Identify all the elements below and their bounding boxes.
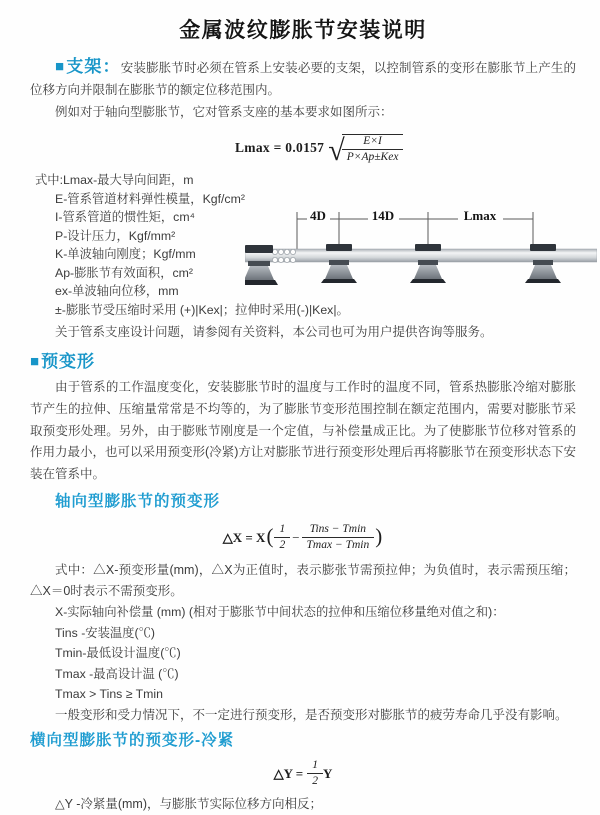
dim-label-14d: 14D bbox=[371, 208, 395, 223]
definition-line: ±-膨胀节受压缩时采用 (+)|Kex|；拉伸时采用(-)|Kex|。 bbox=[55, 302, 349, 317]
support-intro-text: 安装膨胀节时必须在管系上安装必要的支架，以控制管系的变形在膨胀节上产生的位移方向并限制在膨胀节的额定位移范围内。 bbox=[30, 61, 577, 97]
axial-explain-text: 式中：△X-预变形量(mm)，△X为正值时，表示膨张节需预拉伸；为负值时，表示需预压缩；△X＝0时表示不需预变形。 bbox=[30, 562, 576, 598]
half-denominator: 2 bbox=[279, 539, 286, 552]
guide-support bbox=[525, 244, 561, 283]
blue-square-icon: ■ bbox=[30, 353, 41, 370]
lmax-formula: Lmax = 0.0157 √ $\frac{E\times I}{\text{P×Ap±Kex}}$ bbox=[235, 129, 576, 167]
definition-line: E-管系管道材料弹性模量，Kgf/cm² bbox=[55, 191, 245, 206]
lateral-formula-rhs: Y bbox=[322, 765, 333, 781]
minus-operator: − bbox=[292, 529, 300, 545]
support-section-heading bbox=[55, 57, 121, 76]
temp-numerator: Tins − Tmin bbox=[302, 523, 375, 538]
lmax-denominator: P×Ap±Kex bbox=[346, 151, 399, 163]
support-example-text: 例如对于轴向型膨胀节，它对管系支座的基本要求如图所示： bbox=[55, 105, 393, 119]
definitions-and-diagram bbox=[30, 171, 576, 321]
half-numerator: 1 bbox=[274, 523, 290, 538]
definition-line: 式中:Lmax-最大导向间距，m bbox=[35, 173, 194, 187]
axial-formula-lhs: △X = X bbox=[222, 529, 266, 545]
axial-formula bbox=[30, 520, 576, 556]
page-title: 金属波纹膨胀节安装说明 bbox=[179, 19, 427, 42]
half-fraction bbox=[274, 523, 290, 552]
axial-item: X-实际轴向补偿量 (mm) (相对于膨胀节中间状态的拉伸和压缩位移量绝对值之和)： bbox=[55, 604, 505, 619]
lateral-formula bbox=[30, 759, 576, 789]
axial-note-text: 一般变形和受力情况下，不一定进行预变形，是否预变形对膨胀节的疲劳寿命几乎没有影响。 bbox=[55, 707, 568, 722]
temp-denominator: Tmax − Tmin bbox=[306, 539, 370, 552]
lmax-formula-fraction bbox=[342, 134, 404, 164]
definition-line: ex-单波轴向位移，mm bbox=[55, 284, 179, 298]
close-paren: ) bbox=[375, 524, 383, 549]
lmax-formula-lhs: Lmax = 0.0157 bbox=[235, 140, 325, 155]
lateral-numerator: 1 bbox=[307, 759, 323, 774]
definition-line: K-单波轴向刚度；Kgf/mm bbox=[55, 247, 196, 261]
predeform-section-heading bbox=[30, 350, 576, 375]
axial-items bbox=[30, 602, 576, 705]
axial-item: Tmax > Tins ≥ Tmin bbox=[55, 687, 163, 702]
axial-item: Tmax -最高设计温 (℃) bbox=[55, 666, 179, 681]
predeform-heading-label: 预变形 bbox=[41, 352, 96, 371]
dim-label-4d: 4D bbox=[310, 208, 326, 223]
definition-line: P-设计压力，Kgf/mm² bbox=[55, 228, 176, 243]
lateral-half-fraction bbox=[307, 759, 323, 788]
support-note-text: 关于管系支座设计问题，请参阅有关资料，本公司也可为用户提供咨询等服务。 bbox=[55, 325, 493, 339]
axial-item: Tins -安装温度(℃) bbox=[55, 625, 155, 640]
dim-label-lmax: Lmax bbox=[463, 208, 497, 223]
lateral-note-text: △Y -冷紧量(mm)，与膨胀节实际位移方向相反； bbox=[55, 796, 323, 811]
axial-item: Tmin-最低设计温度(℃) bbox=[55, 646, 181, 661]
support-intro-paragraph bbox=[30, 56, 576, 101]
definition-line: Ap-膨胀节有效面积，cm² bbox=[55, 265, 193, 280]
temperature-fraction bbox=[302, 523, 375, 552]
definition-line: I-管系管道的惯性矩，cm⁴ bbox=[55, 210, 195, 224]
axial-subsection-heading: 轴向型膨胀节的预变形 bbox=[55, 492, 221, 510]
guide-support bbox=[321, 244, 357, 283]
lateral-subsection-heading: 横向型膨胀节的预变形-冷紧 bbox=[30, 731, 235, 749]
lmax-numerator: E×I bbox=[342, 135, 404, 150]
lateral-denominator: 2 bbox=[312, 775, 318, 788]
support-heading-label: 支架： bbox=[66, 57, 121, 76]
pipe-support-diagram bbox=[245, 199, 597, 299]
predeform-body-text: 由于管系的工作温度变化，安装膨胀节时的温度与工作时的温度不同，管系热膨胀冷缩对膨胀节产生的拉伸、压缩量常常是不均等的，为了膨胀节变形范围控制在额定范围内，需要对膨胀节采取预变形处理。另外，由于膨账节刚度是一个定值，与补偿量成正比。为了使膨胀节位移对管系的作用力最小，也可以采用预变形(冷紧)方让对膨胀节进行预变形处理后再将膨胀节在预变形状态下安装在管系中。 bbox=[30, 380, 576, 482]
open-paren: ( bbox=[266, 524, 274, 549]
blue-square-icon: ■ bbox=[55, 58, 66, 75]
lateral-formula-lhs: △Y = bbox=[273, 765, 304, 781]
guide-support bbox=[410, 244, 446, 283]
